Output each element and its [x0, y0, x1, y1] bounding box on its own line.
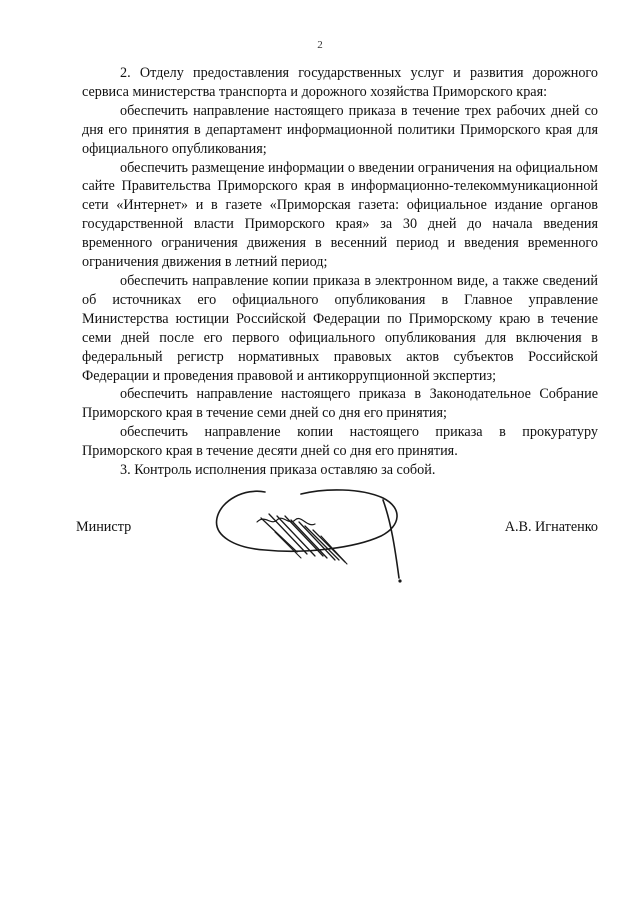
handwritten-signature	[205, 478, 415, 588]
page-number: 2	[317, 39, 323, 51]
signatory-role: Министр	[76, 519, 132, 535]
paragraph-item-3: 3. Контроль исполнения приказа оставляю за собой.	[120, 462, 436, 479]
document-body	[82, 64, 598, 480]
paragraph-publication-order: обеспечить направление настоящего приказа в течение трех рабочих дней со дня его принятия в департамент информационной политики Приморского края для официального опубликования;	[82, 102, 598, 157]
paragraph-website-notice: обеспечить размещение информации о введении ограничения на официальном сайте Правительства Приморского края в информационно-телекоммуникационной сети «Интернет» и в газете «Приморская газета: официальное издание органов государственной власти Приморского края» за 30 дней до начала введения временного ограничения движения в весенний период и введения временного ограничения движения в летний период;	[82, 159, 598, 271]
signatory-name: А.В. Игнатенко	[504, 519, 598, 535]
paragraph-ministry-justice: обеспечить направление копии приказа в электронном виде, а также сведений об источниках его официального опубликования в Главное управление Министерства юстиции Российской Федерации по Приморскому краю в течение семи дней после его первого официального опубликования для включения в федеральный регистр нормативных правовых актов субъектов Российской Федерации и проведения правовой и антикоррупционной экспертиз;	[82, 272, 598, 384]
paragraph-legislative-assembly: обеспечить направление настоящего приказа в Законодательное Собрание Приморского края в течение семи дней со дня его принятия;	[82, 386, 598, 422]
paragraph-prosecutor: обеспечить направление копии настоящего приказа в прокуратуру Приморского края в течение десяти дней со дня его принятия.	[82, 424, 598, 460]
paragraph-item-2: 2. Отделу предоставления государственных услуг и развития дорожного сервиса министерства транспорта и дорожного хозяйства Приморского края:	[82, 65, 598, 100]
